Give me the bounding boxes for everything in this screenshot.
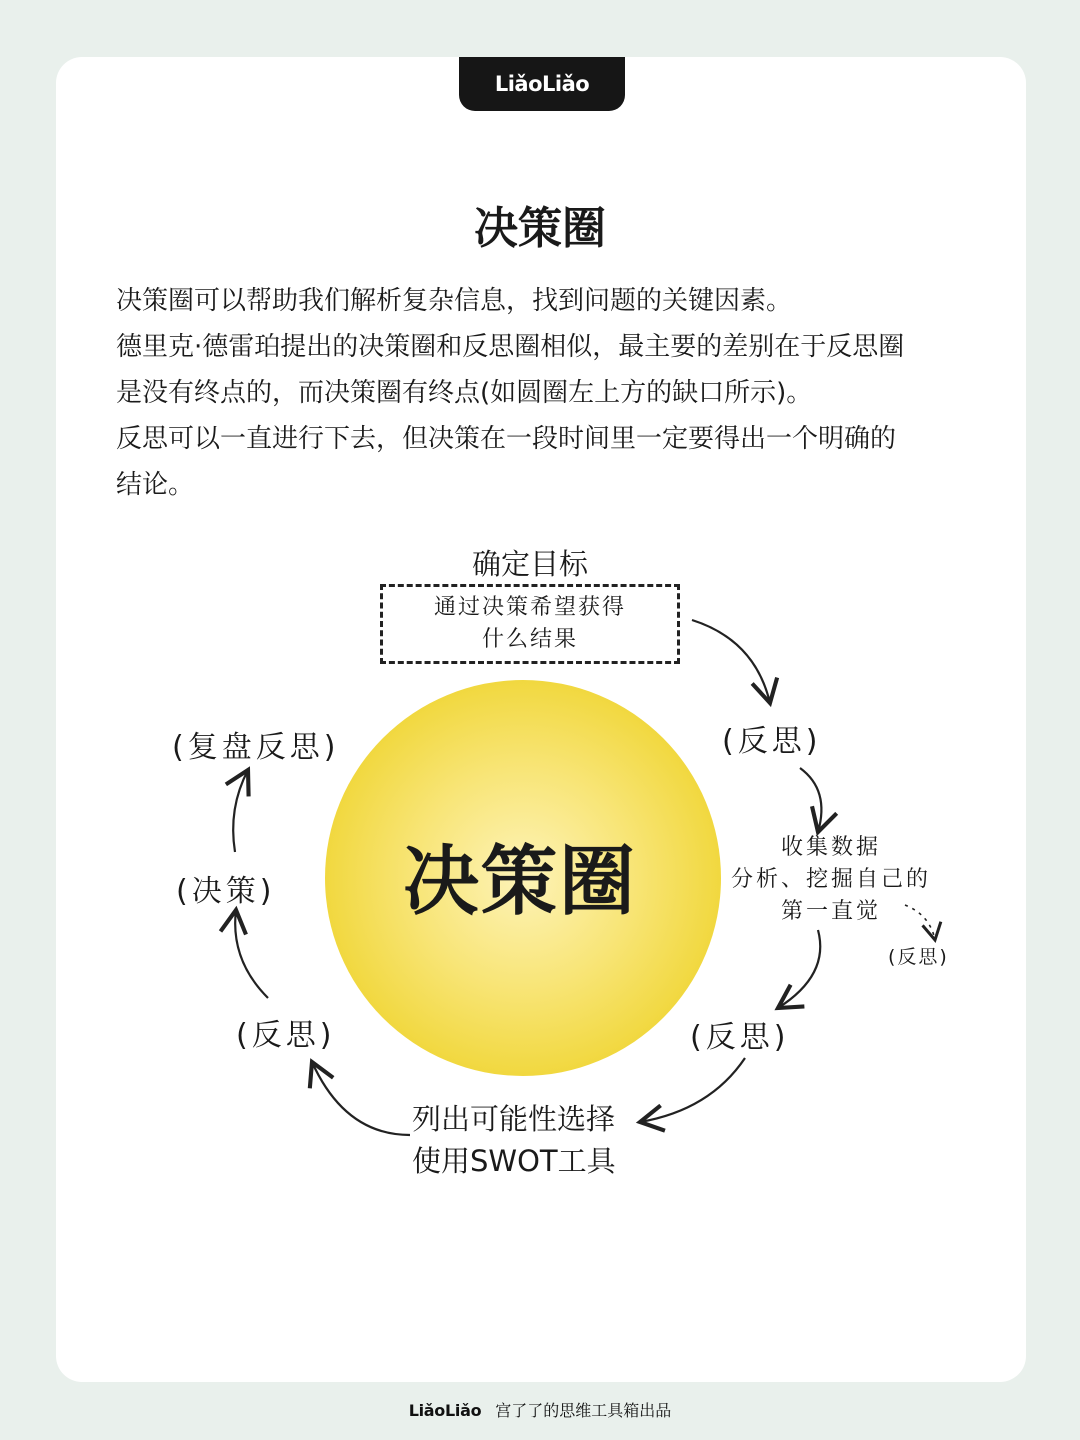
footer-text: 宫了了的思维工具箱出品 <box>495 1401 672 1420</box>
intro-line: 反思可以一直进行下去，但决策在一段时间里一定要得出一个明确的 <box>116 424 897 454</box>
goal-description-line: 什么结果 <box>481 627 578 652</box>
center-label: 决策圈 <box>403 836 637 926</box>
arrow-reflect-to-options <box>640 1058 745 1122</box>
footer-brand: LiǎoLiǎo <box>408 1401 482 1420</box>
intro-line: 是没有终点的，而决策圈有终点(如圆圈左上方的缺口所示)。 <box>116 378 813 408</box>
review-label: (复盘反思) <box>172 730 340 765</box>
collect-data-label <box>716 832 946 928</box>
intro-line: 德里克·德雷珀提出的决策圈和反思圈相似，最主要的差别在于反思圈 <box>116 332 905 362</box>
collect-line: 第一直觉 <box>780 899 881 924</box>
arrow-decide-to-review <box>233 770 248 852</box>
reflect-label-3: (反思) <box>236 1018 336 1053</box>
decide-label: (决策) <box>176 874 276 909</box>
reflect-label-1: (反思) <box>722 724 822 759</box>
collect-line: 收集数据 <box>780 835 881 860</box>
arrow-reflect-to-collect <box>800 768 821 832</box>
arrow-goal-to-reflect <box>692 620 770 703</box>
arrow-reflect-to-decide <box>235 910 268 998</box>
options-line: 使用SWOT工具 <box>412 1144 616 1178</box>
collect-line: 分析、挖掘自己的 <box>730 867 931 892</box>
goal-title: 确定目标 <box>471 547 588 581</box>
intro-line: 决策圈可以帮助我们解析复杂信息，找到问题的关键因素。 <box>116 286 793 316</box>
brand-logo: LiǎoLiǎo <box>459 57 625 111</box>
options-line: 列出可能性选择 <box>412 1102 616 1136</box>
goal-description-box <box>380 584 680 664</box>
arrow-options-to-reflect <box>312 1062 410 1135</box>
arrow-collect-to-reflect <box>778 930 820 1008</box>
goal-description-line: 通过决策希望获得 <box>433 595 626 620</box>
intro-line: 结论。 <box>116 470 195 500</box>
reflect-side-label: (反思) <box>888 946 949 968</box>
footer <box>0 1398 1080 1421</box>
options-label <box>412 1098 616 1182</box>
page-title: 决策圈 <box>474 203 606 254</box>
reflect-label-2: (反思) <box>690 1020 790 1055</box>
